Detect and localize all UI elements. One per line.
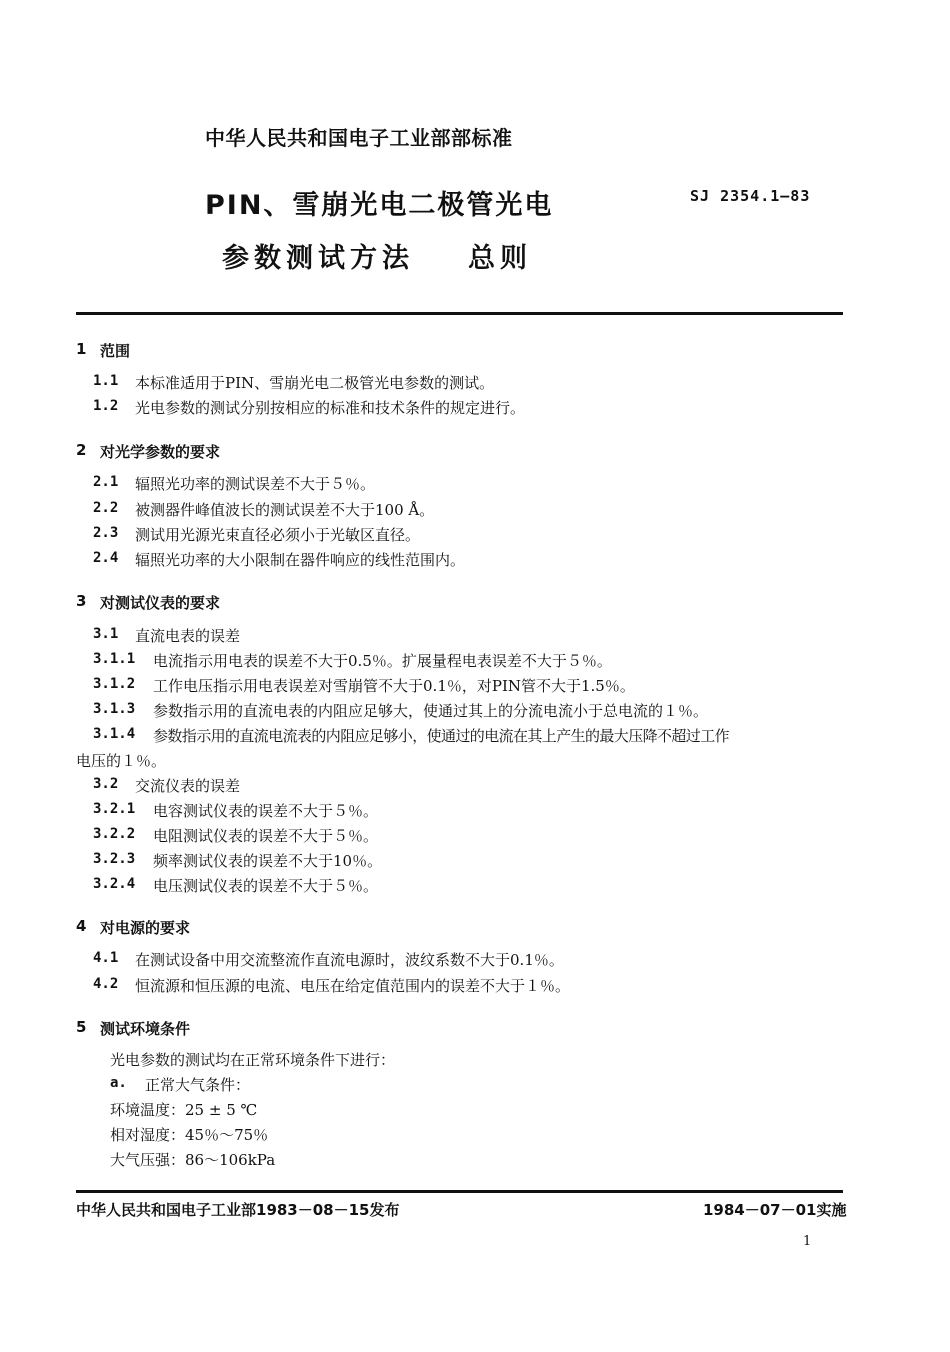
clause-4-1-text: 在测试设备中用交流整流作直流电源时，波纹系数不大于0.1％。 (135, 951, 564, 969)
relative-humidity: 相对湿度：45％～75％ (110, 1126, 269, 1144)
section-3-title: 对测试仪表的要求 (100, 594, 221, 612)
clause-1-1-text: 本标准适用于PIN、雪崩光电二极管光电参数的测试。 (135, 374, 495, 392)
clause-3-1-4-text: 参数指示用的直流电流表的内阻应足够小，使通过的电流在其上产生的最大压降不超过工作 (153, 727, 730, 745)
effective-date: 1984－07－01实施 (703, 1201, 847, 1219)
section-3-number: 3 (76, 592, 87, 610)
issue-date: 中华人民共和国电子工业部1983－08－15发布 (76, 1201, 400, 1219)
clause-2-3-text: 测试用光源光束直径必须小于光敏区直径。 (135, 526, 421, 544)
clause-2-1-number: 2.1 (93, 474, 119, 490)
footer-divider (76, 1190, 843, 1193)
section-2-title: 对光学参数的要求 (100, 443, 221, 461)
section-4-title: 对电源的要求 (100, 919, 191, 937)
clause-3-1-4-continuation: 电压的１％。 (76, 752, 167, 770)
clause-2-4-text: 辐照光功率的大小限制在器件响应的线性范围内。 (135, 551, 466, 569)
item-a-text: 正常大气条件： (145, 1076, 251, 1094)
clause-3-1-text: 直流电表的误差 (135, 627, 241, 645)
atmospheric-pressure: 大气压强：86～106kPa (110, 1151, 276, 1169)
clause-3-1-1-text: 电流指示用电表的误差不大于0.5％。扩展量程电表误差不大于５％。 (153, 652, 612, 670)
clause-3-2-3-text: 频率测试仪表的误差不大于10％。 (153, 852, 383, 870)
document-title-line1: PIN、雪崩光电二极管光电 (205, 190, 554, 221)
clause-3-2-text: 交流仪表的误差 (135, 777, 241, 795)
clause-1-2-text: 光电参数的测试分别按相应的标准和技术条件的规定进行。 (135, 399, 526, 417)
section-5-intro: 光电参数的测试均在正常环境条件下进行： (110, 1051, 396, 1069)
clause-2-2-number: 2.2 (93, 500, 119, 516)
clause-3-2-number: 3.2 (93, 776, 119, 792)
document-title-line2-general: 总则 (468, 243, 532, 274)
item-a-marker: a. (110, 1075, 127, 1091)
clause-1-1-number: 1.1 (93, 373, 119, 389)
section-1-number: 1 (76, 340, 87, 358)
clause-3-2-4-text: 电压测试仪表的误差不大于５％。 (153, 877, 379, 895)
clause-1-2-number: 1.2 (93, 398, 119, 414)
clause-3-2-2-text: 电阻测试仪表的误差不大于５％。 (153, 827, 379, 845)
page-number: 1 (803, 1234, 812, 1249)
clause-3-2-3-number: 3.2.3 (93, 851, 136, 867)
clause-3-1-3-number: 3.1.3 (93, 701, 136, 717)
clause-2-1-text: 辐照光功率的测试误差不大于５％。 (135, 475, 376, 493)
standard-code: SJ 2354.1—83 (690, 187, 811, 205)
clause-3-2-1-number: 3.2.1 (93, 801, 136, 817)
clause-3-1-3-text: 参数指示用的直流电表的内阻应足够大，使通过其上的分流电流小于总电流的１％。 (153, 702, 709, 720)
section-2-number: 2 (76, 441, 87, 459)
clause-3-1-4-number: 3.1.4 (93, 726, 136, 742)
clause-3-1-number: 3.1 (93, 626, 119, 642)
clause-3-2-1-text: 电容测试仪表的误差不大于５％。 (153, 802, 379, 820)
clause-4-2-number: 4.2 (93, 976, 119, 992)
clause-2-4-number: 2.4 (93, 550, 119, 566)
clause-2-2-text: 被测器件峰值波长的测试误差不大于100 Å。 (135, 501, 435, 519)
clause-4-2-text: 恒流源和恒压源的电流、电压在给定值范围内的误差不大于１％。 (135, 977, 571, 995)
clause-3-2-2-number: 3.2.2 (93, 826, 136, 842)
section-4-number: 4 (76, 917, 87, 935)
clause-2-3-number: 2.3 (93, 525, 119, 541)
ambient-temperature: 环境温度：25 ± 5 ℃ (110, 1101, 258, 1119)
clause-3-2-4-number: 3.2.4 (93, 876, 136, 892)
document-title-line2: 参数测试方法 (222, 243, 414, 274)
section-5-title: 测试环境条件 (100, 1020, 191, 1038)
section-1-title: 范围 (100, 342, 131, 360)
clause-3-1-2-number: 3.1.2 (93, 676, 136, 692)
clause-3-1-2-text: 工作电压指示用电表误差对雪崩管不大于0.1％，对PIN管不大于1.5％。 (153, 677, 635, 695)
section-5-number: 5 (76, 1018, 87, 1036)
clause-4-1-number: 4.1 (93, 950, 119, 966)
issuing-department: 中华人民共和国电子工业部部标准 (205, 126, 513, 150)
clause-3-1-1-number: 3.1.1 (93, 651, 136, 667)
header-divider (76, 312, 843, 315)
